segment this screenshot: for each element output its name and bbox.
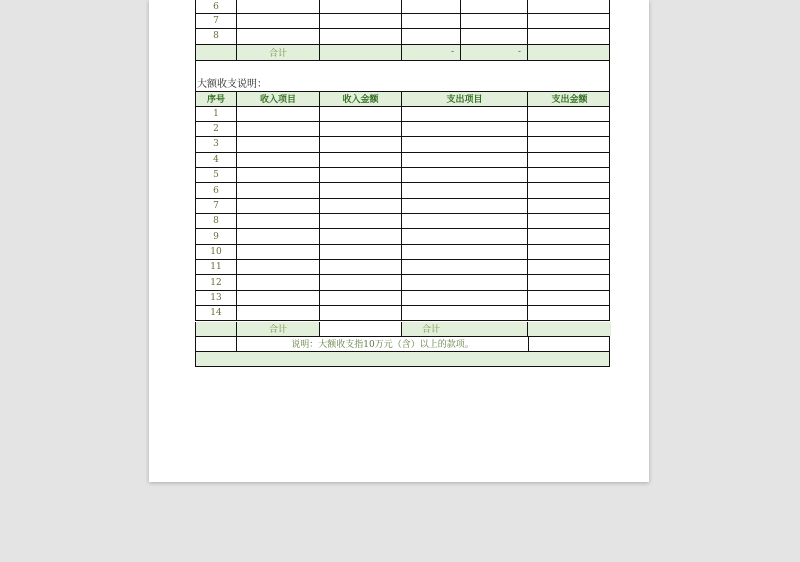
table-cell[interactable]	[196, 45, 237, 60]
table-cell[interactable]: 7	[196, 14, 237, 28]
document-page	[149, 0, 649, 482]
large-section-title: 大额收支说明：	[197, 78, 267, 90]
table-cell[interactable]	[402, 0, 461, 13]
top-table-row	[195, 0, 610, 14]
table-cell[interactable]	[402, 229, 528, 243]
table-cell[interactable]	[528, 0, 611, 13]
table-cell[interactable]	[461, 0, 528, 13]
table-cell[interactable]	[237, 137, 320, 151]
table-cell[interactable]	[402, 107, 528, 121]
table-cell[interactable]	[320, 229, 402, 243]
table-cell[interactable]	[402, 199, 528, 213]
table-cell[interactable]	[528, 183, 611, 197]
table-cell[interactable]	[528, 275, 611, 289]
table-cell: 11	[196, 260, 237, 274]
top-total-label[interactable]: 合计	[237, 45, 320, 60]
table-cell[interactable]	[237, 214, 320, 228]
table-cell[interactable]	[320, 214, 402, 228]
header-expense-amount: 支出金额	[551, 95, 588, 106]
table-cell[interactable]	[402, 214, 528, 228]
table-cell[interactable]	[461, 14, 528, 28]
table-cell[interactable]	[461, 29, 528, 43]
table-cell: 8	[196, 214, 237, 228]
note-end-cell	[528, 337, 611, 351]
table-cell: 2	[196, 122, 237, 136]
table-cell[interactable]	[528, 306, 611, 320]
table-cell[interactable]	[237, 260, 320, 274]
table-cell: 6	[196, 183, 237, 197]
table-cell[interactable]	[528, 122, 611, 136]
table-cell: 7	[196, 199, 237, 213]
large-section-row	[195, 137, 610, 152]
table-cell[interactable]	[528, 137, 611, 151]
table-cell: 14	[196, 306, 237, 320]
large-section-header-row	[195, 92, 610, 107]
note-row	[195, 337, 610, 352]
table-cell[interactable]: 6	[196, 0, 237, 13]
bottom-strip	[195, 352, 610, 367]
table-cell[interactable]	[320, 306, 402, 320]
table-cell[interactable]	[237, 245, 320, 259]
expense-total-label[interactable]: 合计	[402, 322, 528, 336]
large-section-row	[195, 229, 610, 244]
table-cell[interactable]	[402, 14, 461, 28]
table-cell[interactable]	[196, 322, 237, 336]
table-cell[interactable]	[528, 199, 611, 213]
table-cell[interactable]	[237, 0, 320, 13]
table-cell[interactable]	[320, 199, 402, 213]
header-no: 序号	[196, 92, 237, 106]
table-cell[interactable]	[320, 322, 402, 336]
table-cell[interactable]	[402, 291, 528, 305]
table-cell[interactable]	[320, 153, 402, 167]
large-section-row	[195, 291, 610, 306]
header-income-amount: 收入金额	[320, 92, 402, 106]
table-cell[interactable]	[320, 122, 402, 136]
table-cell[interactable]	[320, 0, 402, 13]
table-cell[interactable]	[320, 260, 402, 274]
note-spacer-cell	[196, 337, 237, 351]
table-cell[interactable]	[528, 14, 611, 28]
table-cell[interactable]	[528, 291, 611, 305]
table-cell[interactable]	[320, 14, 402, 28]
table-cell[interactable]	[237, 306, 320, 320]
table-cell[interactable]	[528, 214, 611, 228]
table-cell[interactable]	[402, 183, 528, 197]
table-cell[interactable]	[402, 260, 528, 274]
table-cell[interactable]	[237, 183, 320, 197]
table-cell[interactable]	[237, 153, 320, 167]
table-cell: 4	[196, 153, 237, 167]
table-cell: 1	[196, 107, 237, 121]
large-section-row	[195, 306, 610, 321]
table-cell[interactable]	[237, 107, 320, 121]
table-cell[interactable]	[402, 122, 528, 136]
table-cell[interactable]	[320, 183, 402, 197]
table-cell[interactable]	[237, 168, 320, 182]
large-section-row	[195, 199, 610, 214]
large-section-row	[195, 168, 610, 183]
top-table-row	[195, 14, 610, 29]
top-table-total-row	[195, 45, 610, 61]
table-cell: 3	[196, 137, 237, 151]
table-cell[interactable]: 8	[196, 29, 237, 43]
table-cell[interactable]	[320, 107, 402, 121]
table-cell[interactable]	[528, 260, 611, 274]
table-cell[interactable]	[320, 291, 402, 305]
table-cell[interactable]	[402, 168, 528, 182]
table-cell[interactable]	[402, 245, 528, 259]
table-cell[interactable]	[528, 168, 611, 182]
table-cell[interactable]	[320, 245, 402, 259]
large-section-row	[195, 260, 610, 275]
note-text: 说明：大额收支指10万元（含）以上的款项。	[291, 340, 474, 350]
large-section-row	[195, 275, 610, 290]
table-cell[interactable]	[237, 122, 320, 136]
table-cell: 10	[196, 245, 237, 259]
table-cell[interactable]	[237, 14, 320, 28]
table-cell: 13	[196, 291, 237, 305]
table-cell[interactable]	[237, 199, 320, 213]
table-cell[interactable]	[528, 229, 611, 243]
table-cell[interactable]	[528, 245, 611, 259]
table-cell[interactable]	[528, 45, 611, 60]
large-section-row	[195, 183, 610, 198]
table-cell[interactable]	[320, 29, 402, 43]
table-cell[interactable]	[402, 29, 461, 43]
table-cell[interactable]: -	[461, 45, 528, 60]
table-cell[interactable]	[237, 275, 320, 289]
header-income-item: 收入项目	[237, 92, 320, 106]
table-cell[interactable]	[320, 137, 402, 151]
large-section-row	[195, 153, 610, 168]
large-section-row	[195, 214, 610, 229]
table-cell[interactable]	[320, 275, 402, 289]
large-section-row	[195, 107, 610, 122]
table-cell[interactable]	[528, 107, 611, 121]
large-section-title-box	[195, 61, 610, 92]
table-cell: 12	[196, 275, 237, 289]
table-cell[interactable]	[528, 322, 611, 336]
header-expense-item: 支出项目	[402, 92, 528, 106]
table-cell[interactable]	[528, 29, 611, 43]
large-section-row	[195, 245, 610, 260]
table-cell[interactable]	[402, 275, 528, 289]
table-cell[interactable]	[320, 168, 402, 182]
table-cell[interactable]	[237, 229, 320, 243]
table-cell[interactable]	[237, 29, 320, 43]
table-cell: 9	[196, 229, 237, 243]
table-cell[interactable]	[402, 306, 528, 320]
table-cell[interactable]: -	[402, 45, 461, 60]
top-table-row	[195, 29, 610, 44]
table-cell[interactable]	[237, 291, 320, 305]
large-section-total-row	[195, 322, 610, 337]
table-cell: 5	[196, 168, 237, 182]
table-cell[interactable]	[402, 153, 528, 167]
table-cell[interactable]	[320, 45, 402, 60]
large-section-row	[195, 122, 610, 137]
table-cell[interactable]	[528, 153, 611, 167]
income-total-label[interactable]: 合计	[237, 322, 320, 336]
table-cell[interactable]	[402, 137, 528, 151]
